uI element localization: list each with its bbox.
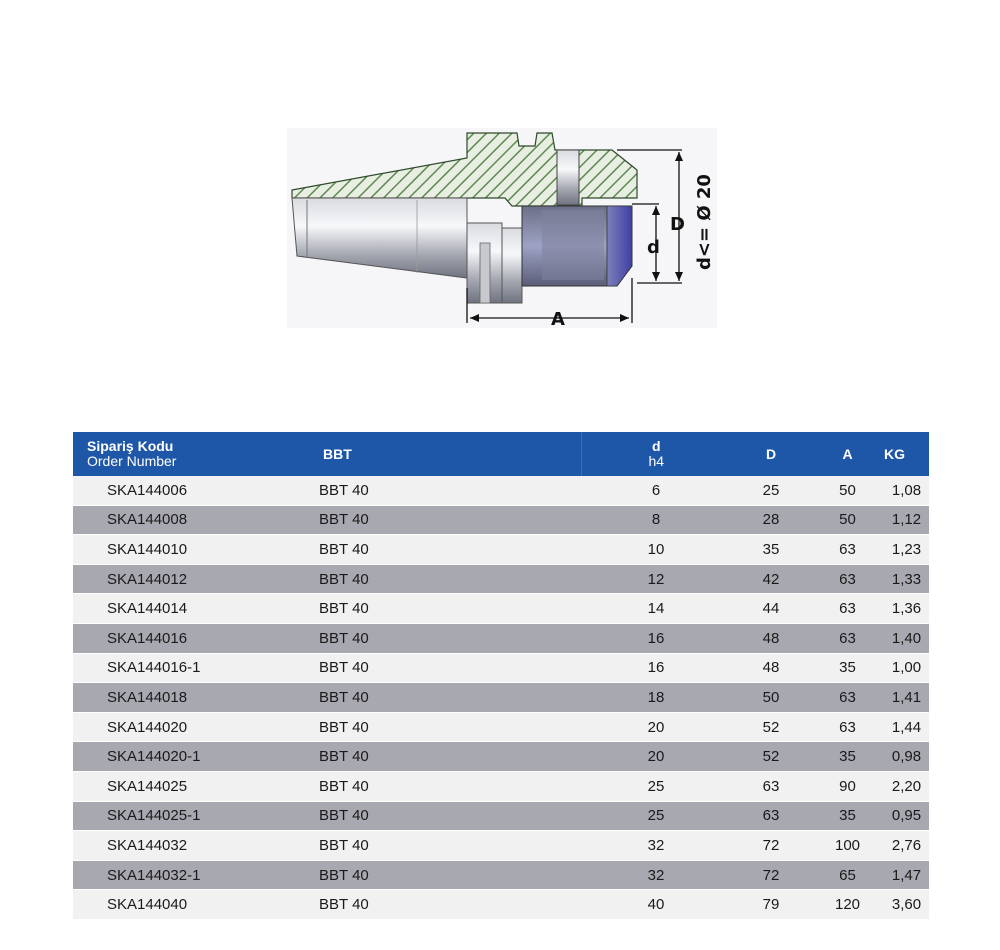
cell-order-code: SKA144008 xyxy=(73,505,291,535)
cell-kg: 1,44 xyxy=(884,712,929,742)
cell-bbt: BBT 40 xyxy=(291,594,581,624)
cell-A: 63 xyxy=(811,683,884,713)
cell-order-code: SKA144032-1 xyxy=(73,860,291,890)
cell-order-code: SKA144020 xyxy=(73,712,291,742)
screw-hole xyxy=(557,150,579,205)
cell-D: 72 xyxy=(731,831,811,861)
cell-kg: 1,12 xyxy=(884,505,929,535)
cell-D: 48 xyxy=(731,623,811,653)
cell-D: 52 xyxy=(731,712,811,742)
cell-D: 63 xyxy=(731,771,811,801)
cell-kg: 1,36 xyxy=(884,594,929,624)
table-row xyxy=(73,771,929,801)
cell-kg: 1,08 xyxy=(884,476,929,505)
cell-A: 63 xyxy=(811,594,884,624)
cell-A: 63 xyxy=(811,623,884,653)
cell-d: 25 xyxy=(581,801,731,831)
cell-order-code: SKA144018 xyxy=(73,683,291,713)
cell-kg: 0,98 xyxy=(884,742,929,772)
cell-order-code: SKA144010 xyxy=(73,535,291,565)
dim-label-limit: d<= Ø 20 xyxy=(694,174,715,270)
cell-kg: 1,33 xyxy=(884,564,929,594)
cell-order-code: SKA144016 xyxy=(73,623,291,653)
table-row xyxy=(73,860,929,890)
header-bbt: BBT xyxy=(291,432,581,476)
cell-d: 32 xyxy=(581,831,731,861)
header-D: D xyxy=(731,432,811,476)
table-row xyxy=(73,831,929,861)
cell-A: 50 xyxy=(811,476,884,505)
cell-d: 16 xyxy=(581,623,731,653)
header-d-label: d xyxy=(651,438,661,454)
cell-D: 50 xyxy=(731,683,811,713)
cell-order-code: SKA144016-1 xyxy=(73,653,291,683)
cell-bbt: BBT 40 xyxy=(291,683,581,713)
cell-A: 100 xyxy=(811,831,884,861)
table-row xyxy=(73,594,929,624)
cell-d: 20 xyxy=(581,712,731,742)
cell-kg: 2,20 xyxy=(884,771,929,801)
cell-kg: 1,41 xyxy=(884,683,929,713)
cell-bbt: BBT 40 xyxy=(291,860,581,890)
cell-d: 40 xyxy=(581,890,731,920)
cell-A: 35 xyxy=(811,801,884,831)
cell-D: 79 xyxy=(731,890,811,920)
cell-d: 12 xyxy=(581,564,731,594)
table-header-row xyxy=(73,432,929,476)
cell-bbt: BBT 40 xyxy=(291,742,581,772)
cell-bbt: BBT 40 xyxy=(291,476,581,505)
tool-holder-drawing xyxy=(287,128,717,328)
cell-kg: 1,23 xyxy=(884,535,929,565)
cell-bbt: BBT 40 xyxy=(291,801,581,831)
cell-order-code: SKA144014 xyxy=(73,594,291,624)
cell-order-code: SKA144040 xyxy=(73,890,291,920)
cell-kg: 1,47 xyxy=(884,860,929,890)
table-row xyxy=(73,623,929,653)
header-order-code xyxy=(73,432,291,476)
cell-order-code: SKA144025-1 xyxy=(73,801,291,831)
header-A: A xyxy=(811,432,884,476)
table-row xyxy=(73,712,929,742)
cell-bbt: BBT 40 xyxy=(291,831,581,861)
cell-d: 6 xyxy=(581,476,731,505)
header-d-tolerance: h4 xyxy=(648,453,665,469)
cell-d: 14 xyxy=(581,594,731,624)
cell-kg: 1,40 xyxy=(884,623,929,653)
cell-order-code: SKA144020-1 xyxy=(73,742,291,772)
cell-d: 8 xyxy=(581,505,731,535)
cell-bbt: BBT 40 xyxy=(291,653,581,683)
cell-D: 63 xyxy=(731,801,811,831)
table-row xyxy=(73,801,929,831)
cell-D: 35 xyxy=(731,535,811,565)
cell-order-code: SKA144012 xyxy=(73,564,291,594)
table-row xyxy=(73,653,929,683)
cell-D: 72 xyxy=(731,860,811,890)
table-row xyxy=(73,742,929,772)
dim-label-D: D xyxy=(670,214,685,235)
cell-D: 52 xyxy=(731,742,811,772)
spec-table xyxy=(73,432,929,920)
cell-D: 48 xyxy=(731,653,811,683)
header-d xyxy=(581,432,731,476)
table-body xyxy=(73,476,929,919)
cell-order-code: SKA144025 xyxy=(73,771,291,801)
cell-order-code: SKA144006 xyxy=(73,476,291,505)
cell-bbt: BBT 40 xyxy=(291,890,581,920)
cell-bbt: BBT 40 xyxy=(291,505,581,535)
table-row xyxy=(73,683,929,713)
cell-bbt: BBT 40 xyxy=(291,771,581,801)
cell-A: 120 xyxy=(811,890,884,920)
cell-A: 90 xyxy=(811,771,884,801)
table-row xyxy=(73,505,929,535)
cell-d: 16 xyxy=(581,653,731,683)
cell-order-code: SKA144032 xyxy=(73,831,291,861)
cell-A: 50 xyxy=(811,505,884,535)
cell-D: 25 xyxy=(731,476,811,505)
cell-A: 63 xyxy=(811,564,884,594)
cell-D: 44 xyxy=(731,594,811,624)
cell-d: 20 xyxy=(581,742,731,772)
cell-kg: 0,95 xyxy=(884,801,929,831)
cell-kg: 2,76 xyxy=(884,831,929,861)
cell-d: 10 xyxy=(581,535,731,565)
cell-bbt: BBT 40 xyxy=(291,535,581,565)
cell-bbt: BBT 40 xyxy=(291,564,581,594)
cell-d: 25 xyxy=(581,771,731,801)
cell-kg: 1,00 xyxy=(884,653,929,683)
dim-label-A: A xyxy=(551,309,565,328)
header-order-code-en: Order Number xyxy=(87,453,177,469)
header-kg: KG xyxy=(884,432,929,476)
tool-holder-svg xyxy=(287,128,717,328)
table-row xyxy=(73,890,929,920)
cell-A: 63 xyxy=(811,535,884,565)
cell-d: 18 xyxy=(581,683,731,713)
table-row xyxy=(73,476,929,505)
cell-D: 42 xyxy=(731,564,811,594)
header-order-code-tr: Sipariş Kodu xyxy=(87,438,174,454)
cell-A: 65 xyxy=(811,860,884,890)
dim-label-d: d xyxy=(647,237,660,258)
cell-d: 32 xyxy=(581,860,731,890)
table-row xyxy=(73,564,929,594)
cell-A: 35 xyxy=(811,653,884,683)
cell-A: 63 xyxy=(811,712,884,742)
cell-bbt: BBT 40 xyxy=(291,712,581,742)
cell-D: 28 xyxy=(731,505,811,535)
cell-kg: 3,60 xyxy=(884,890,929,920)
cell-A: 35 xyxy=(811,742,884,772)
table-row xyxy=(73,535,929,565)
cell-bbt: BBT 40 xyxy=(291,623,581,653)
